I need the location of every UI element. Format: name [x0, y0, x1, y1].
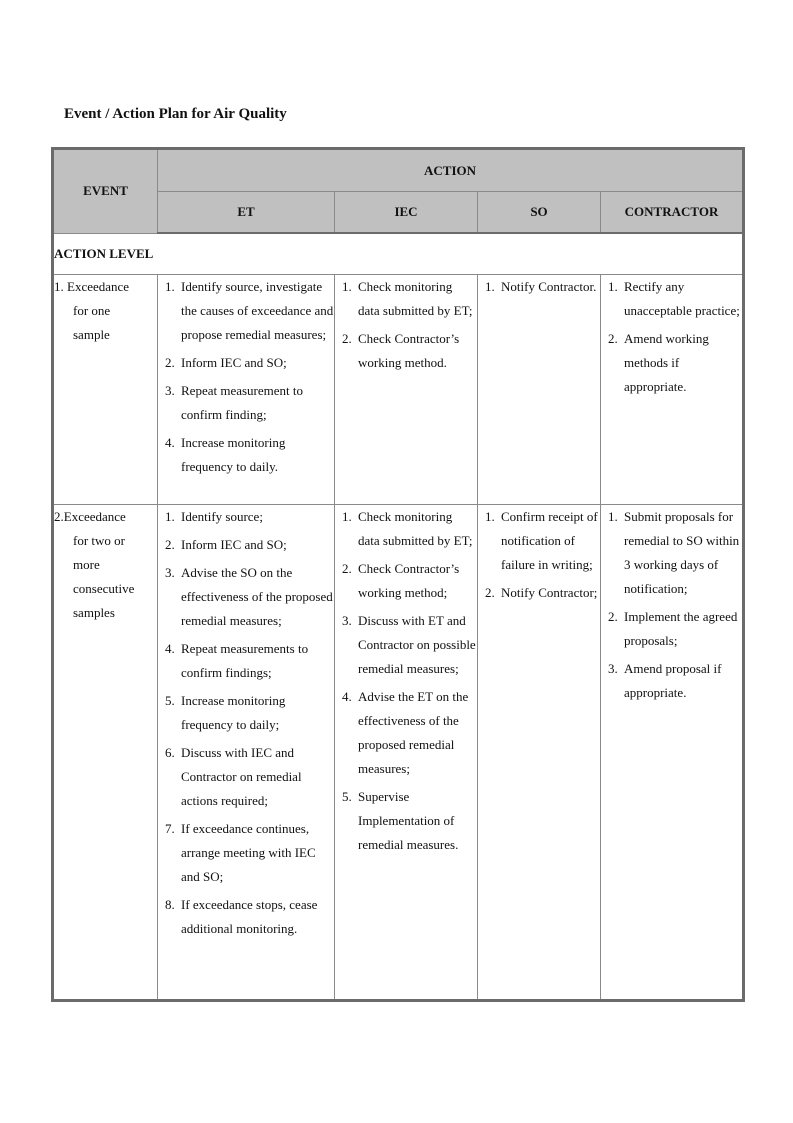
list-item-text: Supervise Implementation of remedial measures. — [358, 789, 459, 852]
et-action-list — [158, 275, 334, 479]
iec-action-list — [335, 505, 477, 857]
list-item — [335, 685, 477, 781]
list-item-text: Notify Contractor. — [501, 279, 597, 294]
list-item-number: 2. — [485, 585, 495, 600]
event-text: sample — [73, 327, 110, 342]
list-item — [158, 561, 334, 633]
list-item — [335, 609, 477, 681]
list-item-text: Submit proposals for remedial to SO within 3 working days of notification; — [624, 509, 740, 596]
list-item — [601, 505, 742, 601]
list-item — [158, 893, 334, 941]
event-text: more — [73, 557, 100, 572]
iec-action-list — [335, 275, 477, 375]
list-item — [158, 505, 334, 529]
list-item-number: 3. — [165, 383, 175, 398]
list-item-text: Inform IEC and SO; — [181, 355, 287, 370]
list-item — [335, 785, 477, 857]
list-item-number: 1. — [608, 509, 618, 524]
list-item-number: 8. — [165, 897, 175, 912]
list-item-number: 4. — [165, 641, 175, 656]
list-item-number: 6. — [165, 745, 175, 760]
header-row-action — [53, 149, 744, 192]
event-cell — [53, 505, 158, 1001]
list-item-number: 1. — [165, 279, 175, 294]
list-item-text: Amend working methods if appropriate. — [624, 331, 709, 394]
list-item-number: 1. — [165, 509, 175, 524]
list-item-number: 5. — [165, 693, 175, 708]
list-item — [158, 817, 334, 889]
list-item — [478, 275, 600, 299]
list-item — [335, 557, 477, 605]
list-item-text: Amend proposal if appropriate. — [624, 661, 722, 700]
list-item — [158, 741, 334, 813]
list-item-text: Confirm receipt of notification of failure in writing; — [501, 509, 598, 572]
so-action-list — [478, 505, 600, 605]
list-item-text: Implement the agreed proposals; — [624, 609, 738, 648]
header-event: EVENT — [53, 149, 158, 234]
list-item-number: 3. — [165, 565, 175, 580]
list-item — [335, 327, 477, 375]
table-row — [53, 275, 744, 505]
list-item — [158, 351, 334, 375]
list-item — [335, 505, 477, 553]
event-text: for one — [73, 303, 111, 318]
event-text: samples — [73, 605, 115, 620]
event-cell — [53, 275, 158, 505]
list-item-text: Identify source, investigate the causes of exceedance and propose remedial measures; — [181, 279, 334, 342]
header-contractor: CONTRACTOR — [601, 192, 744, 234]
iec-actions-cell — [335, 505, 478, 1001]
list-item-number: 5. — [342, 789, 352, 804]
so-action-list — [478, 275, 600, 299]
list-item — [158, 689, 334, 737]
list-item-text: Discuss with IEC and Contractor on remedial actions required; — [181, 745, 302, 808]
list-item-text: Check Contractor’s working method. — [358, 331, 460, 370]
list-item-number: 2. — [608, 331, 618, 346]
list-item-number: 1. — [342, 509, 352, 524]
list-item-text: Check monitoring data submitted by ET; — [358, 509, 473, 548]
list-item-text: Inform IEC and SO; — [181, 537, 287, 552]
list-item-text: Repeat measurements to confirm findings; — [181, 641, 309, 680]
list-item-number: 7. — [165, 821, 175, 836]
list-item-text: Increase monitoring frequency to daily; — [181, 693, 286, 732]
header-et: ET — [158, 192, 335, 234]
event-action-table — [51, 147, 745, 1002]
list-item-number: 2. — [165, 355, 175, 370]
et-actions-cell — [158, 275, 335, 505]
table-row — [53, 505, 744, 1001]
list-item-number: 4. — [165, 435, 175, 450]
list-item-number: 3. — [608, 661, 618, 676]
contractor-actions-cell — [601, 505, 744, 1001]
list-item — [478, 581, 600, 605]
section-row — [53, 233, 744, 275]
list-item-number: 2. — [165, 537, 175, 552]
so-actions-cell — [478, 505, 601, 1001]
list-item-text: Check monitoring data submitted by ET; — [358, 279, 473, 318]
list-item-number: 1. — [485, 279, 495, 294]
header-action: ACTION — [158, 149, 744, 192]
et-actions-cell — [158, 505, 335, 1001]
list-item-text: Notify Contractor; — [501, 585, 598, 600]
contractor-actions-cell — [601, 275, 744, 505]
list-item-text: Discuss with ET and Contractor on possible remedial measures; — [358, 613, 476, 676]
contractor-action-list — [601, 505, 742, 705]
list-item-number: 1. — [485, 509, 495, 524]
list-item-text: Repeat measurement to confirm finding; — [181, 383, 304, 422]
list-item — [601, 605, 742, 653]
list-item-text: Identify source; — [181, 509, 263, 524]
list-item-text: Rectify any unacceptable practice; — [624, 279, 740, 318]
list-item — [601, 657, 742, 705]
list-item — [158, 637, 334, 685]
iec-actions-cell — [335, 275, 478, 505]
event-text: 1. Exceedance — [54, 279, 130, 294]
contractor-action-list — [601, 275, 742, 399]
list-item — [601, 327, 742, 399]
list-item-number: 1. — [608, 279, 618, 294]
list-item — [335, 275, 477, 323]
list-item-text: Advise the ET on the effectiveness of the proposed remedial measures; — [358, 689, 469, 776]
list-item-number: 2. — [342, 561, 352, 576]
list-item-text: Advise the SO on the effectiveness of the proposed remedial measures; — [181, 565, 333, 628]
et-action-list — [158, 505, 334, 941]
list-item-number: 1. — [342, 279, 352, 294]
header-so: SO — [478, 192, 601, 234]
list-item — [158, 379, 334, 427]
list-item-text: If exceedance continues, arrange meeting with IEC and SO; — [181, 821, 316, 884]
list-item-text: If exceedance stops, cease additional monitoring. — [181, 897, 318, 936]
list-item-number: 3. — [342, 613, 352, 628]
so-actions-cell — [478, 275, 601, 505]
event-text: for two or — [73, 533, 125, 548]
list-item — [478, 505, 600, 577]
section-label-action-level: ACTION LEVEL — [53, 233, 744, 275]
list-item-number: 2. — [342, 331, 352, 346]
header-iec: IEC — [335, 192, 478, 234]
list-item — [158, 431, 334, 479]
list-item — [158, 533, 334, 557]
event-text: consecutive — [73, 581, 135, 596]
event-text: 2.Exceedance — [54, 509, 126, 524]
list-item-text: Increase monitoring frequency to daily. — [181, 435, 286, 474]
list-item-number: 4. — [342, 689, 352, 704]
list-item-text: Check Contractor’s working method; — [358, 561, 460, 600]
list-item — [601, 275, 742, 323]
list-item — [158, 275, 334, 347]
list-item-number: 2. — [608, 609, 618, 624]
page-title: Event / Action Plan for Air Quality — [64, 106, 287, 122]
